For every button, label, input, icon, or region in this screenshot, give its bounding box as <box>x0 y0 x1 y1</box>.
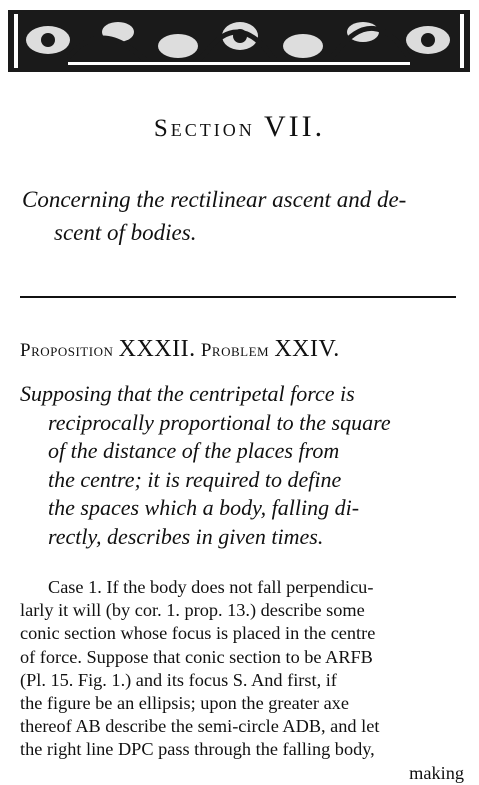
case-line: conic section whose focus is placed in the centre <box>20 623 376 644</box>
case-line: larly it will (by cor. 1. prop. 13.) describe some <box>20 600 365 621</box>
section-number: VII. <box>264 110 326 143</box>
statement-line: of the distance of the places from <box>48 438 340 463</box>
decorative-headpiece <box>8 10 470 72</box>
section-prefix: Section <box>153 115 255 142</box>
case-paragraph <box>20 576 470 785</box>
proposition-label: Proposition <box>20 340 114 361</box>
proposition-number: XXXII. <box>118 336 196 362</box>
case-line: thereof AB describe the semi-circle ADB, and let <box>20 716 380 737</box>
subtitle-line-1: Concerning the rectilinear ascent and de- <box>22 187 407 212</box>
statement-line: reciprocally proportional to the square <box>48 409 391 435</box>
horizontal-rule <box>20 296 456 298</box>
problem-number: XXIV. <box>274 336 340 362</box>
case-line: of force. Suppose that conic section to be ARFB <box>20 646 373 667</box>
section-heading <box>0 110 479 144</box>
statement-line: the centre; it is required to define <box>48 466 342 492</box>
case-line: Case 1. If the body does not fall perpendicu- <box>48 577 374 597</box>
case-line: (Pl. 15. Fig. 1.) and its focus S. And first, if <box>20 669 337 690</box>
proposition-statement <box>20 380 460 551</box>
problem-label: Problem <box>200 340 270 361</box>
statement-line: Supposing that the centripetal force is <box>20 381 355 406</box>
case-line: the right line DPC pass through the falling body, <box>20 739 375 760</box>
statement-line: the spaces which a body, falling di- <box>48 495 360 520</box>
statement-line: rectly, describes in given times. <box>48 523 324 549</box>
catchword: making <box>409 762 464 783</box>
proposition-heading <box>20 336 470 363</box>
section-subtitle <box>22 183 462 249</box>
case-line: the figure be an ellipsis; upon the greater axe <box>20 693 349 714</box>
subtitle-line-2: scent of bodies. <box>54 220 197 245</box>
